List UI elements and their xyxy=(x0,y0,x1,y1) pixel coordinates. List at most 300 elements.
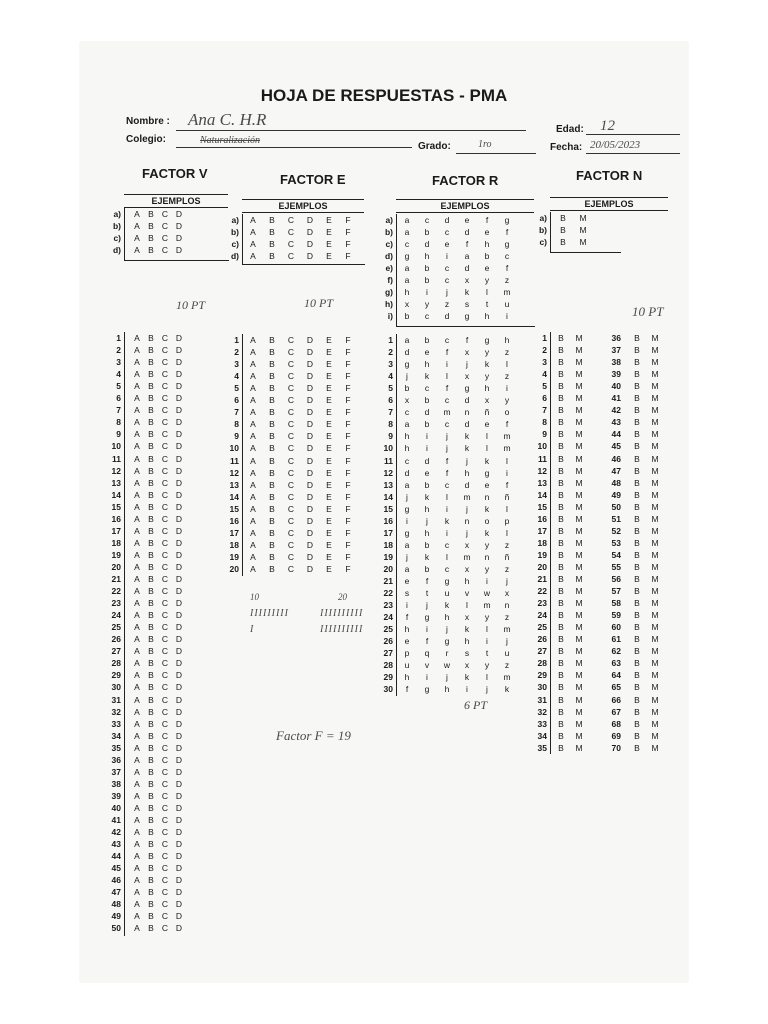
answer-option[interactable]: t xyxy=(485,648,489,659)
answer-option[interactable]: D xyxy=(306,515,314,526)
answer-option[interactable]: A xyxy=(134,682,140,693)
answer-option[interactable]: h xyxy=(404,431,410,442)
answer-option[interactable]: B xyxy=(634,429,640,440)
answer-option[interactable]: k xyxy=(444,515,450,526)
answer-option[interactable]: A xyxy=(134,477,140,488)
answer-option[interactable]: E xyxy=(326,515,332,526)
answer-option[interactable]: D xyxy=(175,465,183,476)
answer-option[interactable]: M xyxy=(575,646,583,657)
answer-option[interactable]: E xyxy=(326,491,332,502)
answer-option[interactable]: A xyxy=(134,381,140,392)
answer-option[interactable]: C xyxy=(161,221,169,231)
answer-option[interactable]: m xyxy=(483,600,491,611)
answer-option[interactable]: j xyxy=(466,503,468,514)
answer-option[interactable]: A xyxy=(134,501,140,512)
answer-option[interactable]: n xyxy=(464,515,470,526)
answer-option[interactable]: f xyxy=(505,479,509,490)
answer-option[interactable]: a xyxy=(464,251,470,261)
answer-option[interactable]: E xyxy=(326,443,332,454)
answer-option[interactable]: B xyxy=(558,634,564,645)
answer-option[interactable]: o xyxy=(484,515,490,526)
answer-option[interactable]: A xyxy=(134,525,140,536)
answer-option[interactable]: B xyxy=(148,694,154,705)
answer-option[interactable]: M xyxy=(651,634,659,645)
answer-option[interactable]: B xyxy=(269,431,275,442)
answer-option[interactable]: b xyxy=(424,419,430,430)
answer-option[interactable]: C xyxy=(161,209,169,219)
answer-option[interactable]: D xyxy=(175,827,183,838)
answer-option[interactable]: f xyxy=(505,227,509,237)
answer-option[interactable]: e xyxy=(424,467,430,478)
answer-option[interactable]: C xyxy=(287,347,295,358)
answer-option[interactable]: M xyxy=(575,393,583,404)
answer-option[interactable]: d xyxy=(444,215,450,225)
answer-option[interactable]: M xyxy=(651,477,659,488)
answer-option[interactable]: C xyxy=(287,383,295,394)
answer-option[interactable]: M xyxy=(575,670,583,681)
answer-option[interactable]: u xyxy=(444,588,450,599)
answer-option[interactable]: c xyxy=(444,227,450,237)
answer-option[interactable]: C xyxy=(161,586,169,597)
answer-option[interactable]: D xyxy=(175,911,183,922)
answer-option[interactable]: D xyxy=(306,527,314,538)
answer-option[interactable]: M xyxy=(651,381,659,392)
answer-option[interactable]: B xyxy=(558,405,564,416)
answer-option[interactable]: k xyxy=(464,443,470,454)
answer-option[interactable]: D xyxy=(175,345,183,356)
answer-option[interactable]: A xyxy=(134,405,140,416)
answer-option[interactable]: c xyxy=(504,251,510,261)
answer-option[interactable]: d xyxy=(424,455,430,466)
answer-option[interactable]: j xyxy=(406,551,408,562)
answer-option[interactable]: d xyxy=(424,239,430,249)
answer-option[interactable]: D xyxy=(175,429,183,440)
answer-option[interactable]: C xyxy=(287,239,295,249)
answer-option[interactable]: C xyxy=(161,369,169,380)
answer-option[interactable]: B xyxy=(269,215,275,225)
answer-option[interactable]: g xyxy=(444,576,450,586)
answer-option[interactable]: B xyxy=(558,742,564,753)
answer-option[interactable]: E xyxy=(326,431,332,442)
answer-option[interactable]: B xyxy=(634,405,640,416)
answer-option[interactable]: M xyxy=(575,549,583,560)
answer-option[interactable]: i xyxy=(426,431,428,442)
answer-option[interactable]: k xyxy=(464,431,470,442)
answer-option[interactable]: c xyxy=(444,563,450,574)
answer-option[interactable]: B xyxy=(148,221,154,231)
answer-option[interactable]: p xyxy=(404,648,410,659)
answer-option[interactable]: D xyxy=(175,815,183,825)
answer-option[interactable]: A xyxy=(250,239,256,249)
answer-option[interactable]: B xyxy=(148,670,154,681)
answer-option[interactable]: i xyxy=(506,311,508,321)
answer-option[interactable]: D xyxy=(175,706,183,717)
answer-option[interactable]: l xyxy=(486,287,488,297)
answer-option[interactable]: j xyxy=(446,287,448,297)
answer-option[interactable]: B xyxy=(148,706,154,717)
answer-option[interactable]: h xyxy=(504,335,510,345)
answer-option[interactable]: B xyxy=(634,646,640,657)
answer-option[interactable]: y xyxy=(484,539,490,550)
answer-option[interactable]: D xyxy=(175,489,183,500)
answer-option[interactable]: A xyxy=(134,574,140,584)
answer-option[interactable]: m xyxy=(503,287,511,297)
answer-option[interactable]: e xyxy=(484,227,490,237)
answer-option[interactable]: B xyxy=(269,443,275,454)
answer-option[interactable]: B xyxy=(148,658,154,669)
answer-option[interactable]: a xyxy=(404,227,410,237)
answer-option[interactable]: C xyxy=(161,417,169,428)
answer-option[interactable]: B xyxy=(148,742,154,753)
answer-option[interactable]: E xyxy=(326,455,332,466)
answer-option[interactable]: E xyxy=(326,359,332,370)
answer-option[interactable]: d xyxy=(464,419,470,430)
answer-option[interactable]: B xyxy=(148,574,154,584)
answer-option[interactable]: A xyxy=(134,489,140,500)
answer-option[interactable]: h xyxy=(464,576,470,586)
answer-option[interactable]: C xyxy=(161,245,169,255)
answer-option[interactable]: i xyxy=(486,636,488,647)
answer-option[interactable]: C xyxy=(287,467,295,478)
answer-option[interactable]: M xyxy=(575,586,583,597)
answer-option[interactable]: z xyxy=(504,371,510,382)
answer-option[interactable]: M xyxy=(651,574,659,584)
answer-option[interactable]: h xyxy=(424,527,430,538)
answer-option[interactable]: i xyxy=(446,527,448,538)
answer-option[interactable]: B xyxy=(558,333,564,343)
answer-option[interactable]: M xyxy=(651,369,659,380)
answer-option[interactable]: D xyxy=(175,923,183,934)
answer-option[interactable]: k xyxy=(464,624,470,635)
answer-option[interactable]: A xyxy=(134,465,140,476)
answer-option[interactable]: y xyxy=(484,563,490,574)
answer-option[interactable]: D xyxy=(306,455,314,466)
answer-option[interactable]: A xyxy=(134,839,140,850)
answer-option[interactable]: B xyxy=(634,393,640,404)
answer-option[interactable]: B xyxy=(558,622,564,633)
answer-option[interactable]: B xyxy=(558,489,564,500)
answer-option[interactable]: k xyxy=(484,359,490,370)
answer-option[interactable]: y xyxy=(424,299,430,309)
answer-option[interactable]: ñ xyxy=(504,491,510,502)
answer-option[interactable]: B xyxy=(558,369,564,380)
answer-option[interactable]: D xyxy=(175,658,183,669)
answer-option[interactable]: C xyxy=(287,371,295,382)
answer-option[interactable]: i xyxy=(466,684,468,695)
answer-option[interactable]: A xyxy=(250,371,256,382)
answer-option[interactable]: B xyxy=(148,561,154,572)
answer-option[interactable]: B xyxy=(634,586,640,597)
answer-option[interactable]: g xyxy=(424,612,430,623)
answer-option[interactable]: C xyxy=(287,251,295,261)
answer-option[interactable]: B xyxy=(269,515,275,526)
answer-option[interactable]: f xyxy=(505,419,509,430)
answer-option[interactable]: B xyxy=(269,455,275,466)
answer-option[interactable]: F xyxy=(345,503,351,514)
answer-option[interactable]: A xyxy=(134,670,140,681)
answer-option[interactable]: d xyxy=(464,395,470,406)
answer-option[interactable]: D xyxy=(175,646,183,657)
answer-option[interactable]: j xyxy=(446,443,448,454)
answer-option[interactable]: B xyxy=(634,742,640,753)
answer-option[interactable]: D xyxy=(175,899,183,910)
answer-option[interactable]: x xyxy=(464,660,470,671)
answer-option[interactable]: z xyxy=(504,660,510,671)
answer-option[interactable]: B xyxy=(558,574,564,584)
answer-option[interactable]: m xyxy=(443,407,451,418)
answer-option[interactable]: M xyxy=(651,598,659,609)
answer-option[interactable]: s xyxy=(464,299,470,309)
answer-option[interactable]: D xyxy=(175,441,183,452)
answer-option[interactable]: M xyxy=(651,393,659,404)
answer-option[interactable]: B xyxy=(148,911,154,922)
answer-option[interactable]: E xyxy=(326,371,332,382)
answer-option[interactable]: E xyxy=(326,251,332,261)
answer-option[interactable]: A xyxy=(250,503,256,514)
answer-option[interactable]: D xyxy=(306,563,314,574)
answer-option[interactable]: M xyxy=(575,525,583,536)
answer-option[interactable]: B xyxy=(634,381,640,392)
answer-option[interactable]: c xyxy=(444,275,450,285)
answer-option[interactable]: C xyxy=(161,742,169,753)
answer-option[interactable]: B xyxy=(148,646,154,657)
answer-option[interactable]: B xyxy=(148,513,154,524)
answer-option[interactable]: B xyxy=(558,357,564,368)
answer-option[interactable]: F xyxy=(345,479,351,490)
answer-option[interactable]: q xyxy=(424,648,430,659)
answer-option[interactable]: E xyxy=(326,479,332,490)
answer-option[interactable]: B xyxy=(148,477,154,488)
answer-option[interactable]: B xyxy=(558,513,564,524)
answer-option[interactable]: M xyxy=(651,513,659,524)
answer-option[interactable]: k xyxy=(424,491,430,502)
answer-option[interactable]: B xyxy=(634,357,640,368)
answer-option[interactable]: D xyxy=(175,574,183,584)
answer-option[interactable]: h xyxy=(484,311,490,321)
answer-option[interactable]: d xyxy=(444,311,450,321)
answer-option[interactable]: b xyxy=(424,263,430,273)
answer-option[interactable]: k xyxy=(424,551,430,562)
answer-option[interactable]: M xyxy=(651,465,659,476)
answer-option[interactable]: B xyxy=(634,682,640,693)
answer-option[interactable]: M xyxy=(651,586,659,597)
answer-option[interactable]: z xyxy=(444,299,450,309)
answer-option[interactable]: A xyxy=(250,431,256,442)
answer-option[interactable]: D xyxy=(175,501,183,512)
answer-option[interactable]: C xyxy=(287,515,295,526)
answer-option[interactable]: D xyxy=(175,369,183,380)
answer-option[interactable]: D xyxy=(175,778,183,789)
answer-option[interactable]: A xyxy=(250,407,256,418)
answer-option[interactable]: D xyxy=(175,405,183,416)
answer-option[interactable]: B xyxy=(269,359,275,370)
answer-option[interactable]: M xyxy=(575,634,583,645)
answer-option[interactable]: C xyxy=(161,923,169,934)
answer-option[interactable]: M xyxy=(651,742,659,753)
answer-option[interactable]: E xyxy=(326,467,332,478)
answer-option[interactable]: e xyxy=(444,239,450,249)
answer-option[interactable]: C xyxy=(287,359,295,370)
answer-option[interactable]: D xyxy=(306,239,314,249)
answer-option[interactable]: C xyxy=(287,551,295,562)
answer-option[interactable]: M xyxy=(575,417,583,428)
answer-option[interactable]: l xyxy=(486,443,488,454)
answer-option[interactable]: B xyxy=(558,694,564,705)
answer-option[interactable]: i xyxy=(426,624,428,635)
answer-option[interactable]: e xyxy=(484,419,490,430)
answer-option[interactable]: y xyxy=(504,395,510,406)
answer-option[interactable]: B xyxy=(148,610,154,621)
answer-option[interactable]: b xyxy=(424,539,430,550)
answer-option[interactable]: M xyxy=(651,537,659,548)
answer-option[interactable]: B xyxy=(148,465,154,476)
answer-option[interactable]: A xyxy=(250,419,256,430)
answer-option[interactable]: i xyxy=(506,467,508,478)
answer-option[interactable]: b xyxy=(424,479,430,490)
answer-option[interactable]: x xyxy=(464,347,470,358)
answer-option[interactable]: A xyxy=(250,359,256,370)
answer-option[interactable]: A xyxy=(134,333,140,343)
answer-option[interactable]: M xyxy=(575,742,583,753)
answer-option[interactable]: B xyxy=(634,670,640,681)
answer-option[interactable]: M xyxy=(651,525,659,536)
answer-option[interactable]: B xyxy=(558,549,564,560)
answer-option[interactable]: b xyxy=(424,335,430,345)
answer-option[interactable]: m xyxy=(463,551,471,562)
answer-option[interactable]: B xyxy=(269,383,275,394)
answer-option[interactable]: c xyxy=(444,335,450,345)
answer-option[interactable]: A xyxy=(134,537,140,548)
answer-option[interactable]: B xyxy=(148,778,154,789)
answer-option[interactable]: A xyxy=(134,561,140,572)
answer-option[interactable]: B xyxy=(148,863,154,874)
answer-option[interactable]: B xyxy=(558,525,564,536)
answer-option[interactable]: C xyxy=(161,333,169,343)
answer-option[interactable]: B xyxy=(269,551,275,562)
answer-option[interactable]: F xyxy=(345,407,351,418)
answer-option[interactable]: C xyxy=(287,491,295,502)
answer-option[interactable]: B xyxy=(560,213,566,223)
answer-option[interactable]: M xyxy=(575,598,583,609)
answer-option[interactable]: A xyxy=(250,539,256,550)
answer-option[interactable]: B xyxy=(269,239,275,249)
answer-option[interactable]: c xyxy=(444,479,450,490)
answer-option[interactable]: b xyxy=(404,383,410,394)
answer-option[interactable]: B xyxy=(634,513,640,524)
answer-option[interactable]: B xyxy=(269,347,275,358)
answer-option[interactable]: A xyxy=(134,417,140,428)
answer-option[interactable]: M xyxy=(651,453,659,464)
answer-option[interactable]: C xyxy=(161,393,169,404)
answer-option[interactable]: z xyxy=(504,563,510,574)
answer-option[interactable]: E xyxy=(326,215,332,225)
answer-option[interactable]: j xyxy=(466,527,468,538)
answer-option[interactable]: B xyxy=(148,586,154,597)
answer-option[interactable]: i xyxy=(506,383,508,394)
answer-option[interactable]: f xyxy=(445,383,449,394)
answer-option[interactable]: B xyxy=(634,525,640,536)
answer-option[interactable]: p xyxy=(504,515,510,526)
answer-option[interactable]: M xyxy=(651,549,659,560)
answer-option[interactable]: E xyxy=(326,227,332,237)
answer-option[interactable]: B xyxy=(558,730,564,741)
answer-option[interactable]: b xyxy=(424,395,430,406)
answer-option[interactable]: D xyxy=(175,694,183,705)
answer-option[interactable]: M xyxy=(651,429,659,440)
answer-option[interactable]: B xyxy=(148,417,154,428)
answer-option[interactable]: C xyxy=(161,911,169,922)
answer-option[interactable]: B xyxy=(560,225,566,235)
answer-option[interactable]: E xyxy=(326,539,332,550)
answer-option[interactable]: f xyxy=(445,467,449,478)
answer-option[interactable]: c xyxy=(444,263,450,273)
answer-option[interactable]: B xyxy=(269,479,275,490)
answer-option[interactable]: M xyxy=(575,345,583,356)
answer-option[interactable]: D xyxy=(306,371,314,382)
answer-option[interactable]: x xyxy=(464,539,470,550)
answer-option[interactable]: k xyxy=(424,371,430,382)
answer-option[interactable]: m xyxy=(503,443,511,454)
answer-option[interactable]: c xyxy=(404,239,410,249)
answer-option[interactable]: f xyxy=(405,612,409,623)
answer-option[interactable]: M xyxy=(651,417,659,428)
answer-option[interactable]: c xyxy=(444,539,450,550)
answer-option[interactable]: B xyxy=(634,598,640,609)
answer-option[interactable]: D xyxy=(306,419,314,430)
answer-option[interactable]: B xyxy=(634,706,640,717)
answer-option[interactable]: M xyxy=(651,682,659,693)
answer-option[interactable]: F xyxy=(345,395,351,406)
answer-option[interactable]: E xyxy=(326,563,332,574)
answer-option[interactable]: a xyxy=(404,335,410,345)
answer-option[interactable]: D xyxy=(306,251,314,261)
answer-option[interactable]: B xyxy=(269,563,275,574)
answer-option[interactable]: F xyxy=(345,227,351,237)
answer-option[interactable]: A xyxy=(134,221,140,231)
answer-option[interactable]: x xyxy=(484,395,490,406)
answer-option[interactable]: e xyxy=(404,576,410,586)
answer-option[interactable]: F xyxy=(345,563,351,574)
answer-option[interactable]: D xyxy=(175,887,183,898)
answer-option[interactable]: i xyxy=(446,503,448,514)
answer-option[interactable]: M xyxy=(575,537,583,548)
answer-option[interactable]: m xyxy=(503,672,511,683)
answer-option[interactable]: D xyxy=(175,549,183,560)
answer-option[interactable]: u xyxy=(504,648,510,659)
answer-option[interactable]: B xyxy=(634,477,640,488)
answer-option[interactable]: C xyxy=(161,233,169,243)
answer-option[interactable]: B xyxy=(148,875,154,886)
answer-option[interactable]: f xyxy=(405,684,409,695)
answer-option[interactable]: M xyxy=(651,405,659,416)
answer-option[interactable]: B xyxy=(558,453,564,464)
answer-option[interactable]: B xyxy=(269,251,275,261)
answer-option[interactable]: B xyxy=(148,429,154,440)
answer-option[interactable]: g xyxy=(484,335,490,345)
answer-option[interactable]: D xyxy=(306,227,314,237)
answer-option[interactable]: M xyxy=(651,333,659,343)
answer-option[interactable]: F xyxy=(345,359,351,370)
answer-option[interactable]: A xyxy=(250,251,256,261)
answer-option[interactable]: d xyxy=(404,347,410,358)
answer-option[interactable]: C xyxy=(287,431,295,442)
answer-option[interactable]: B xyxy=(148,598,154,609)
answer-option[interactable]: A xyxy=(134,646,140,657)
answer-option[interactable]: C xyxy=(287,563,295,574)
answer-option[interactable]: C xyxy=(161,899,169,910)
answer-option[interactable]: A xyxy=(134,875,140,886)
answer-option[interactable]: B xyxy=(634,610,640,621)
